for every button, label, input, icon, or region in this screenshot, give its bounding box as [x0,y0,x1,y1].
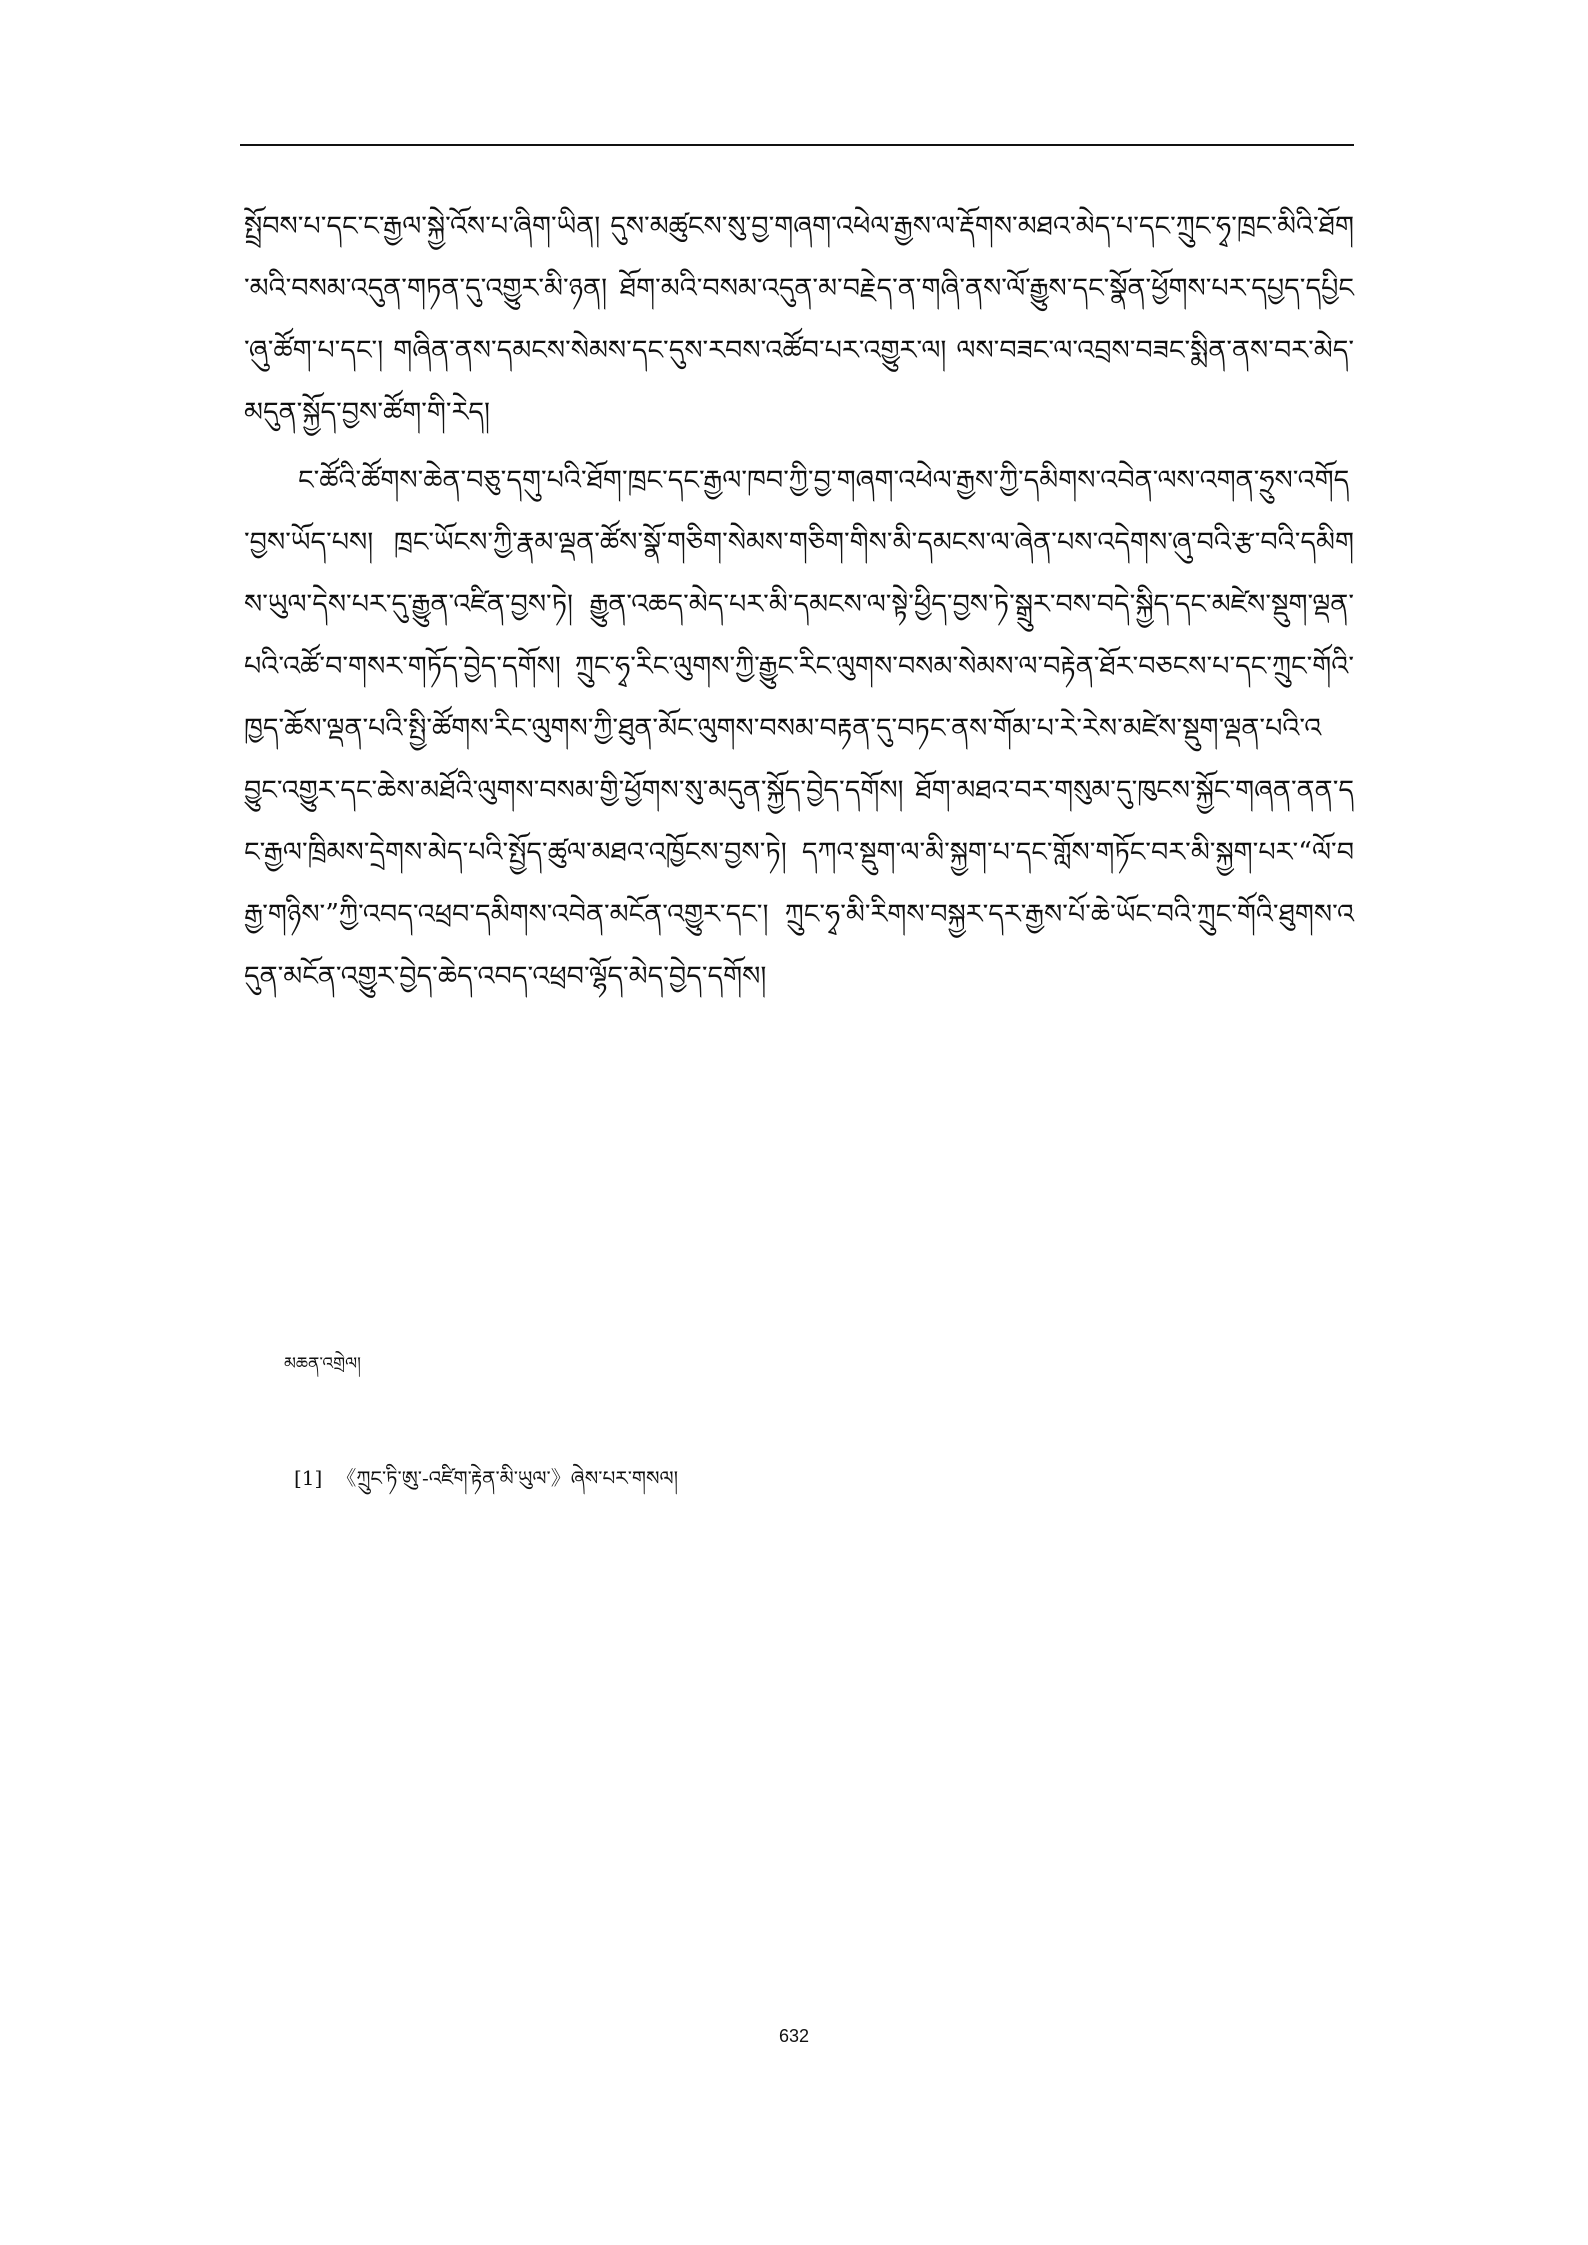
page-number: 632 [778,2026,810,2046]
footnote-text: 《ཀྲུང་ཏི་ཨུ་-འཛིག་རྟེན་མི་ཡུལ་》ཞེས་པར་གསལ། [336,1466,679,1490]
paragraph-2: ང་ཚོའི་ཚོགས་ཆེན་བཅུ་དགུ་པའི་ཐོག་ཁྲང་དང་རྒྱལ་ཁབ་ཀྱི་བྱ་གཞག་འཕེལ་རྒྱས་ཀྱི་དམིགས་འབེན་ལས་འགན་ཧྲུས་འགོད་བྱས་ཡོད་པས། ཁྲང་ཡོངས་ཀྱི་རྣམ་ལྡན་ཚོས་སྣོ་གཅིག་སེམས་གཅིག་གིས་མི་དམངས་ལ་ཞེན་པས་འདེགས་ཞུ་བའི་རྩ་བའི་དམིགས་ཡུལ་དེས་པར་དུ་རྒྱུན་འཛིན་བྱས་ཏེ། རྒྱུན་འཆད་མེད་པར་མི་དམངས་ལ་སྟེ་ཕྱིད་བྱས་ཏེ་སྒྲུར་བས་བདེ་སྐྱིད་དང་མཛེས་སྡུག་ལྡན་པའི་འཚོ་བ་གསར་གཏོད་བྱེད་དགོས། ཀྲུང་ཧྭ་རིང་ལུགས་ཀྱི་རྒྱུང་རིང་ལུགས་བསམ་སེམས་ལ་བརྟེན་ཐོར་བཅངས་པ་དང་ཀྲུང་གོའི་ཁྱད་ཆོས་ལྡན་པའི་སྤྱི་ཚོགས་རིང་ལུགས་ཀྱི་ཐུན་མོང་ལུགས་བསམ་བརྟན་དུ་བཏང་ནས་གོམ་པ་རེ་རེས་མཛེས་སྡུག་ལྡན་པའི་འབྱུང་འགྱུར་དང་ཆེས་མཐོའི་ལུགས་བསམ་གྱི་ཕྱོགས་སུ་མདུན་སྐྱོད་བྱེད་དགོས། ཐོག་མཐའ་བར་གསུམ་དུ་ཁུངས་སྐྱོང་གཞན་ནན་དང་རྒྱལ་ཁྲིམས་དྲེགས་མེད་པའི་སྤྱོད་ཚུལ་མཐའ་འཁྱོངས་བྱས་ཏེ། དཀའ་སྡུག་ལ་མི་སྐྱག་པ་དང་གློས་གཏོང་བར་མི་སྐྱག་པར་“ལོ་བརྒྱ་གཉིས་”ཀྱི་འབད་འཕྲབ་དམིགས་འབེན་མངོན་འགྱུར་དང་། ཀྲུང་ཧྭ་མི་རིགས་བསྐྱར་དར་རྒྱས་པོ་ཆེ་ཡོང་བའི་ཀྲུང་གོའི་ཐུགས་འདུན་མངོན་འགྱུར་བྱེད་ཆེད་འབད་འཕྲབ་ལྷོད་མེད་བྱེད་དགོས། [244,465,1354,992]
notes-heading: མཆན་འགྲེལ། [284,1354,361,1374]
paragraph-1: སྤྲོབས་པ་དང་ང་རྒྱལ་སྐྱེ་འོས་པ་ཞིག་ཡིན། དུས་མཚུངས་སུ་བྱ་གཞག་འཕེལ་རྒྱས་ལ་རྡོགས་མཐའ་མེད་པ་དང་ཀྲུང་ཧྭ་ཁྲང་མིའི་ཐོག་མའི་བསམ་འདུན་གཏན་དུ་འགྱུར་མི་ཉན། ཐོག་མའི་བསམ་འདུན་མ་བརྗེད་ན་གཞི་ནས་ལོ་རྒྱུས་དང་སྣོན་ཕྱོགས་པར་དཔྱད་དཔྱིང་ཞུ་ཚོག་པ་དང་། གཞིན་ནས་དམངས་སེམས་དང་དུས་རབས་འཚོབ་པར་འགྱུར་ལ། ལས་བཟང་ལ་འབྲས་བཟང་སྨིན་ནས་བར་མེད་མདུན་སྐྱོད་བྱས་ཚོག་གི་རེད། [244,211,1354,428]
body-text [244,196,1354,1008]
footnote-marker: [1] [294,1466,323,1490]
header-rule [240,144,1354,146]
footnote-1 [294,1464,678,1492]
